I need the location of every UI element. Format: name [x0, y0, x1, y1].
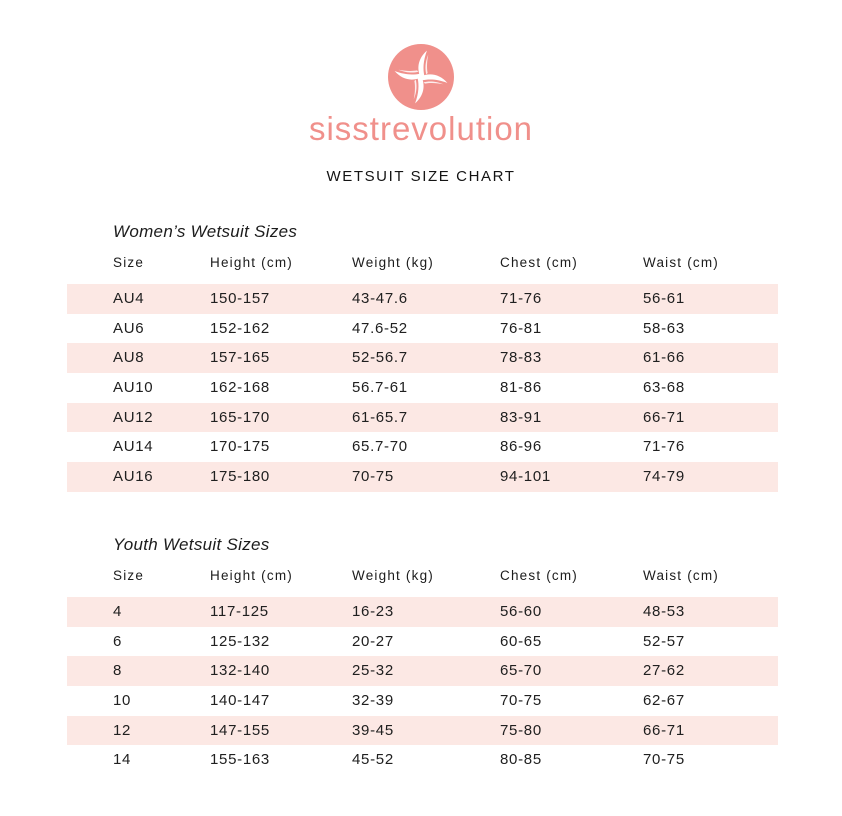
table-cell: 52-57 — [643, 632, 685, 650]
table-cell: 94-101 — [500, 468, 551, 486]
table-cell: AU8 — [113, 349, 145, 367]
table-cell: 6 — [113, 632, 123, 650]
youth-table-header — [67, 568, 778, 583]
column-header-height: Height (cm) — [210, 568, 293, 583]
column-header-size: Size — [113, 255, 145, 270]
table-cell: AU10 — [113, 379, 154, 397]
table-cell: 32-39 — [352, 692, 394, 710]
youth-sizes-section — [67, 535, 778, 776]
table-cell: AU4 — [113, 290, 145, 307]
table-cell: 70-75 — [500, 692, 542, 710]
youth-table-body — [67, 597, 778, 775]
column-header-weight: Weight (kg) — [352, 255, 434, 270]
page-title: WETSUIT SIZE CHART — [326, 168, 516, 185]
womens-sizes-section — [67, 222, 778, 492]
table-cell: 14 — [113, 751, 132, 769]
table-cell: 25-32 — [352, 662, 394, 680]
table-row — [67, 686, 778, 716]
table-cell: 45-52 — [352, 751, 394, 769]
table-cell: 170-175 — [210, 438, 270, 456]
table-row — [67, 343, 778, 373]
table-cell: 81-86 — [500, 379, 542, 397]
table-cell: 65.7-70 — [352, 438, 408, 456]
table-cell: 61-66 — [643, 349, 685, 367]
table-cell: 150-157 — [210, 290, 270, 307]
column-header-size: Size — [113, 568, 145, 583]
table-cell: AU16 — [113, 468, 154, 486]
column-header-chest: Chest (cm) — [500, 568, 579, 583]
table-cell: 83-91 — [500, 408, 542, 426]
table-row — [67, 745, 778, 775]
table-cell: 71-76 — [643, 438, 685, 456]
table-row — [67, 716, 778, 746]
table-cell: 165-170 — [210, 408, 270, 426]
table-cell: 58-63 — [643, 319, 685, 337]
table-cell: 43-47.6 — [352, 290, 408, 307]
table-cell: 61-65.7 — [352, 408, 408, 426]
column-header-weight: Weight (kg) — [352, 568, 434, 583]
table-row — [67, 284, 778, 314]
table-cell: 20-27 — [352, 632, 394, 650]
table-cell: AU6 — [113, 319, 145, 337]
table-cell: 47.6-52 — [352, 319, 408, 337]
column-header-chest: Chest (cm) — [500, 255, 579, 270]
table-cell: 75-80 — [500, 721, 542, 739]
table-cell: 70-75 — [643, 751, 685, 769]
table-cell: 125-132 — [210, 632, 270, 650]
table-cell: 147-155 — [210, 721, 270, 739]
table-cell: 65-70 — [500, 662, 542, 680]
table-cell: 78-83 — [500, 349, 542, 367]
table-cell: 56.7-61 — [352, 379, 408, 397]
table-cell: 66-71 — [643, 721, 685, 739]
table-cell: 76-81 — [500, 319, 542, 337]
table-cell: 71-76 — [500, 290, 542, 307]
table-cell: 63-68 — [643, 379, 685, 397]
table-cell: 80-85 — [500, 751, 542, 769]
table-cell: 4 — [113, 603, 123, 620]
table-cell: 12 — [113, 721, 132, 739]
column-header-waist: Waist (cm) — [643, 255, 719, 270]
table-cell: 86-96 — [500, 438, 542, 456]
table-cell: 162-168 — [210, 379, 270, 397]
table-cell: 27-62 — [643, 662, 685, 680]
table-cell: 66-71 — [643, 408, 685, 426]
table-cell: 10 — [113, 692, 132, 710]
table-row — [67, 462, 778, 492]
section-title-youth: Youth Wetsuit Sizes — [113, 535, 270, 554]
table-cell: 155-163 — [210, 751, 270, 769]
table-cell: 175-180 — [210, 468, 270, 486]
pinwheel-wave-icon — [388, 44, 454, 110]
brand-logo — [388, 44, 454, 110]
table-cell: 70-75 — [352, 468, 394, 486]
table-cell: AU12 — [113, 408, 154, 426]
womens-table-header — [67, 255, 778, 270]
table-cell: 39-45 — [352, 721, 394, 739]
table-cell: 132-140 — [210, 662, 270, 680]
table-row — [67, 432, 778, 462]
column-header-waist: Waist (cm) — [643, 568, 719, 583]
table-row — [67, 403, 778, 433]
table-row — [67, 314, 778, 344]
column-header-height: Height (cm) — [210, 255, 293, 270]
table-row — [67, 597, 778, 627]
table-cell: 117-125 — [210, 603, 269, 620]
table-row — [67, 656, 778, 686]
table-cell: 74-79 — [643, 468, 685, 486]
womens-table-body — [67, 284, 778, 492]
table-cell: 60-65 — [500, 632, 542, 650]
table-cell: 8 — [113, 662, 123, 680]
table-cell: 48-53 — [643, 603, 685, 620]
table-cell: 16-23 — [352, 603, 394, 620]
brand-name: sisstrevolution — [308, 110, 534, 147]
table-cell: 140-147 — [210, 692, 270, 710]
table-cell: 52-56.7 — [352, 349, 408, 367]
table-cell: 56-60 — [500, 603, 542, 620]
table-cell: AU14 — [113, 438, 154, 456]
table-cell: 62-67 — [643, 692, 685, 710]
table-cell: 56-61 — [643, 290, 685, 307]
table-cell: 152-162 — [210, 319, 270, 337]
table-row — [67, 373, 778, 403]
section-title-womens: Women’s Wetsuit Sizes — [113, 222, 298, 241]
table-row — [67, 627, 778, 657]
table-cell: 157-165 — [210, 349, 270, 367]
